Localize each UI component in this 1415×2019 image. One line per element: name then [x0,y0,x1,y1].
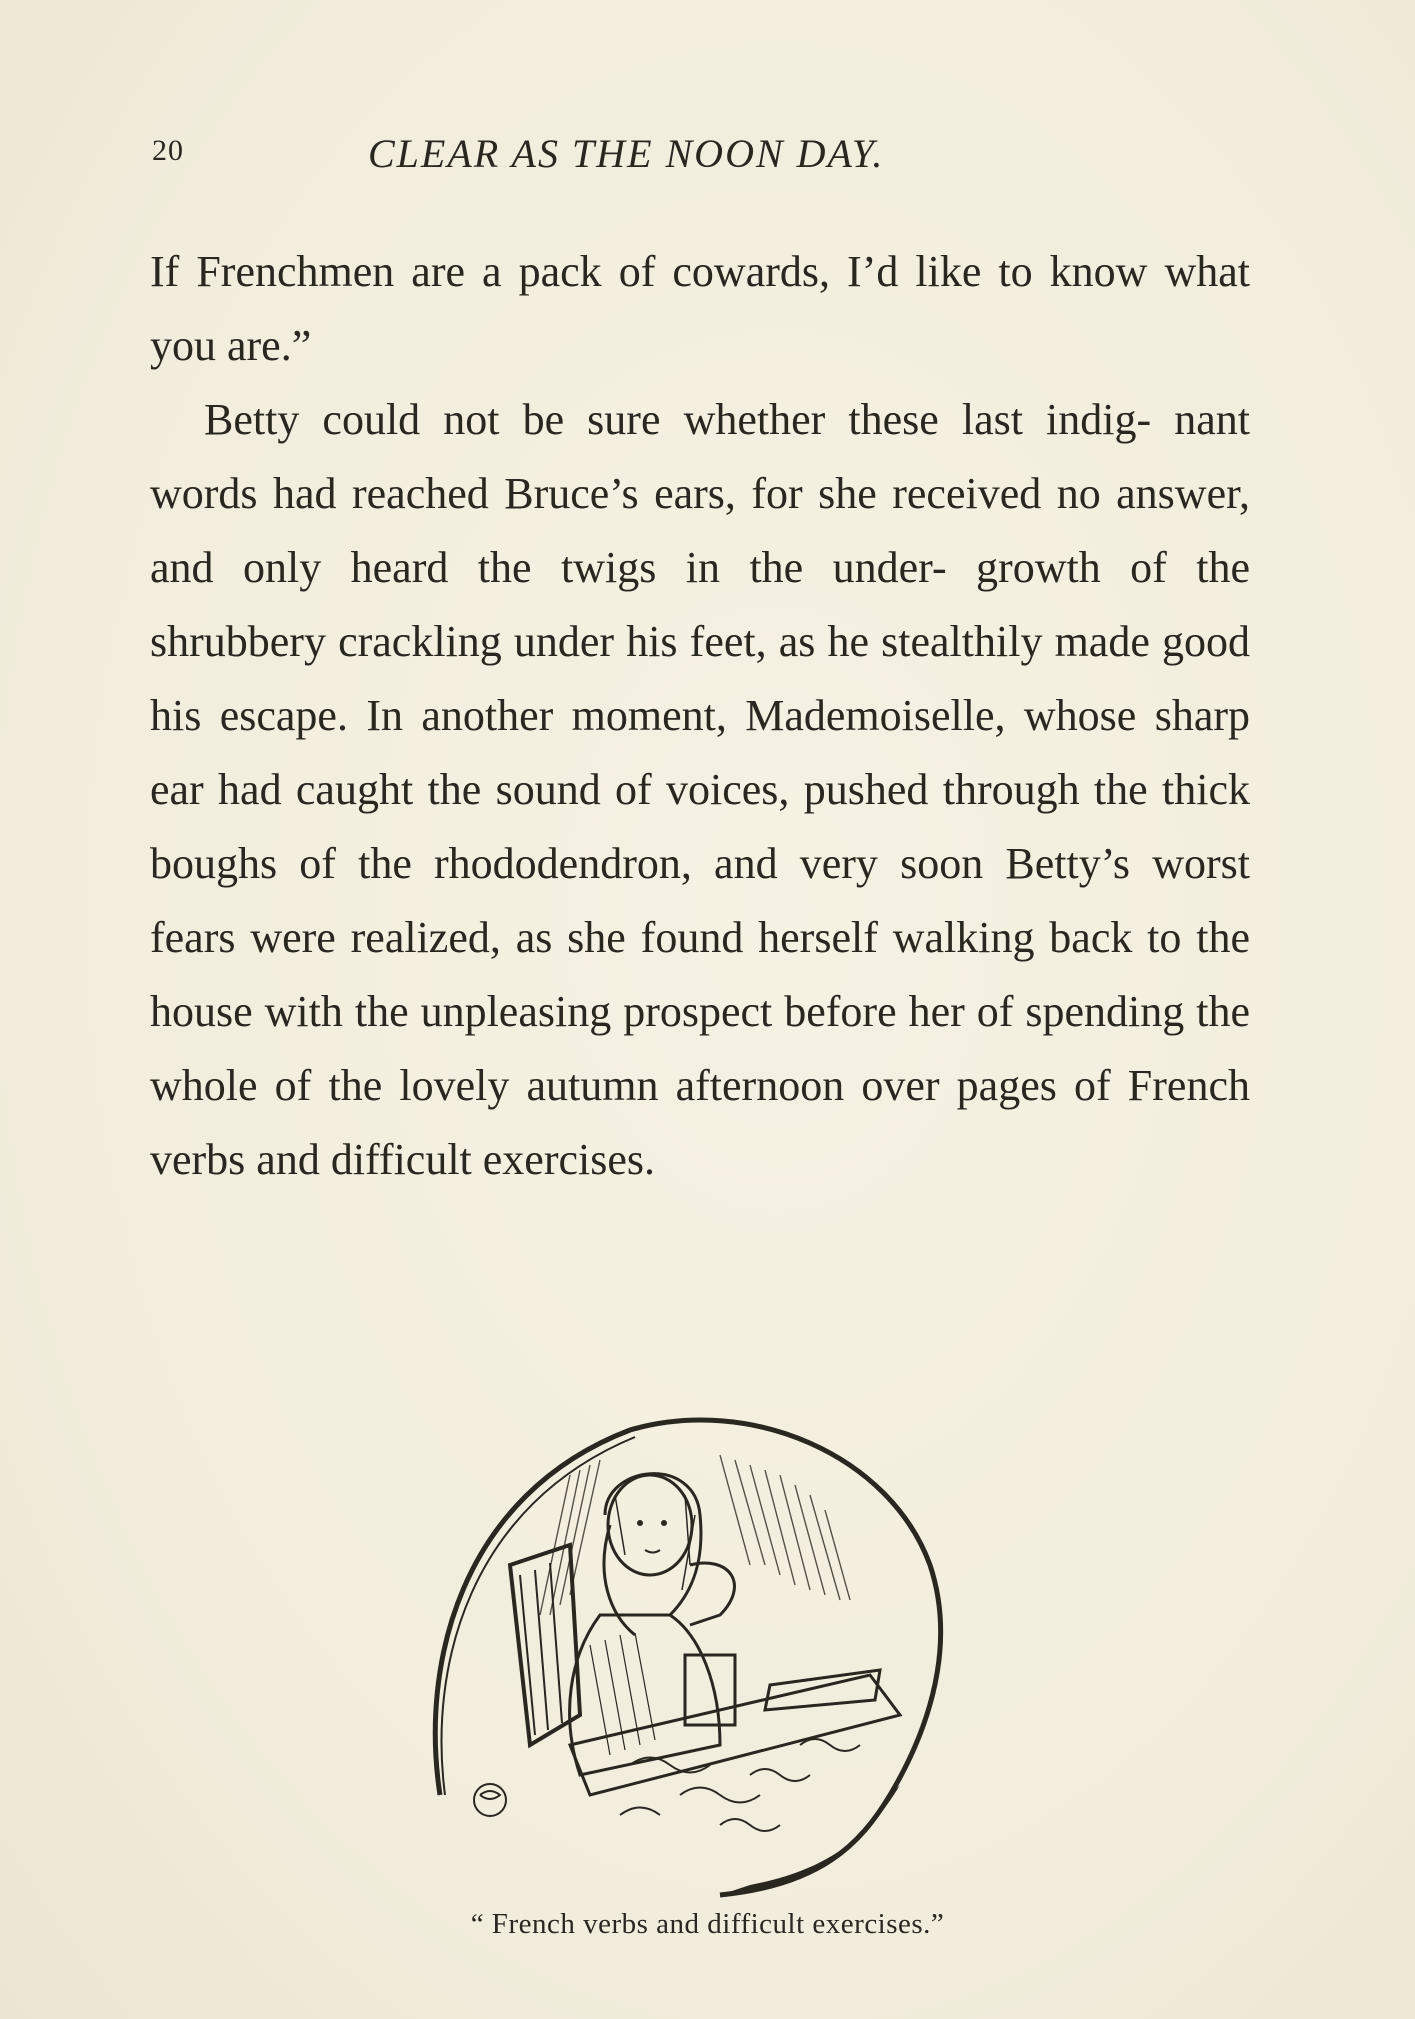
running-head: CLEAR AS THE NOON DAY. [368,131,885,176]
paragraph-2: Betty could not be sure whether these last indig- nant words had reached Bruce’s ears, for she received no answer, and only heard the twigs in the under- growth of the shrubbery crackling under his feet, as he stealthily made good his escape. In another moment, Mademoiselle, whose sharp ear had caught the sound of voices, pushed through the thick boughs of the rhododendron, and very soon Betty’s worst fears were realized, as she found herself walking back to the house with the unpleasing prospect before her of spending the whole of the lovely autumn afternoon over pages of French verbs and difficult exercises. [150,395,1250,1184]
illustration-caption: “ French verbs and difficult exercises.” [470,1908,945,1940]
page-number: 20 [152,134,184,167]
page-header [150,130,1250,180]
illustration [420,1415,970,1905]
paragraph-1: If Frenchmen are a pack of cowards, I’d like to know what you are.” [150,247,1250,370]
body-text [150,235,1250,1197]
girl-at-desk-illustration [420,1415,970,1905]
